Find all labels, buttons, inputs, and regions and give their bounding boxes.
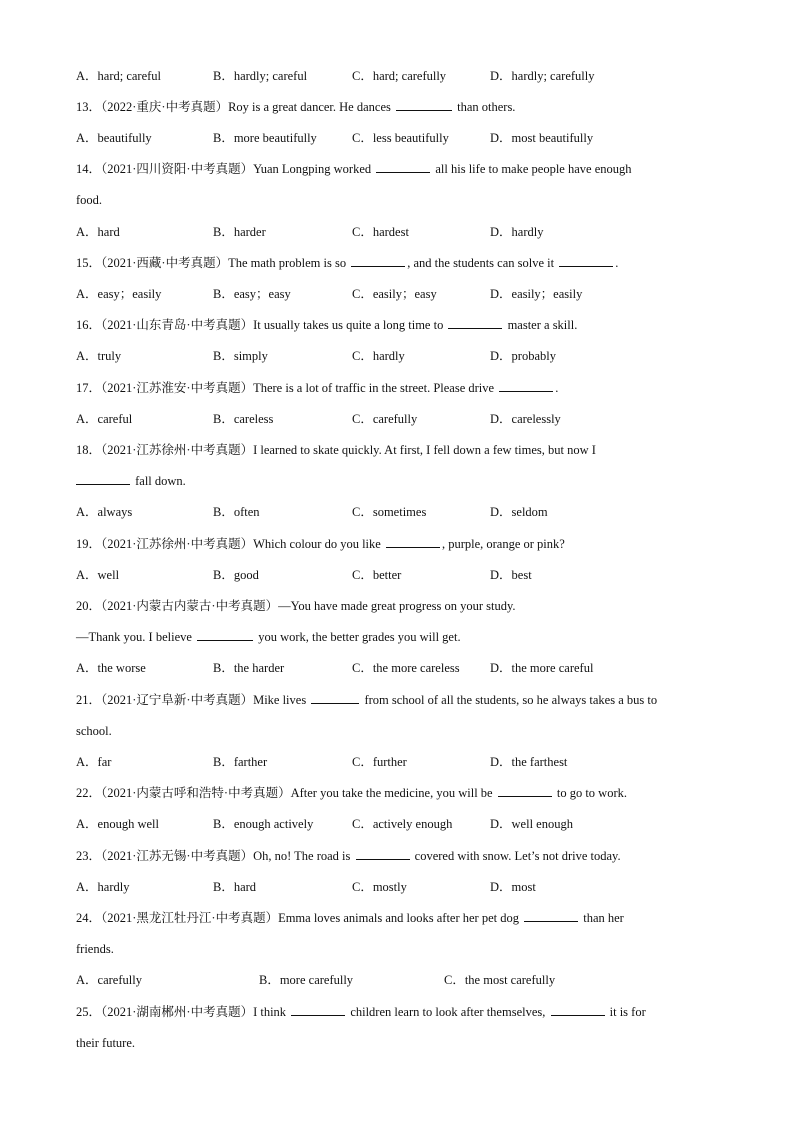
answer-blank[interactable] [498, 785, 552, 797]
q16-stem: 16．（2021·山东青岛·中考真题）It usually takes us quite a long time to master a skill. [76, 318, 578, 332]
q24-stem-cont: friends. [76, 942, 114, 956]
answer-blank[interactable] [551, 1004, 605, 1016]
answer-blank[interactable] [356, 848, 410, 860]
answer-blank[interactable] [197, 629, 253, 641]
q22-option-b: B．enough actively [213, 817, 314, 831]
q21-stem-cont: school. [76, 724, 112, 738]
q17-option-a: A．careful [76, 412, 133, 426]
q14-option-a: A．hard [76, 225, 120, 239]
q21-stem: 21．（2021·辽宁阜新·中考真题）Mike lives from school of all the students, so he always takes a bus to [76, 693, 658, 707]
q24-option-c: C．the most carefully [444, 973, 556, 987]
q17-stem: 17．（2021·江苏淮安·中考真题）There is a lot of traffic in the street. Please drive . [76, 381, 559, 395]
q14-option-c: C．hardest [352, 225, 409, 239]
q12-option-b: B．hardly; careful [213, 69, 308, 83]
q19-option-d: D．best [490, 568, 532, 582]
q15-option-c: C．easily；easy [352, 287, 437, 301]
q15-option-d: D．easily；easily [490, 287, 583, 301]
q20-option-d: D．the more careful [490, 661, 594, 675]
q24-stem: 24．（2021·黑龙江牡丹江·中考真题）Emma loves animals and looks after her pet dog than her [76, 911, 624, 925]
q13-option-a: A．beautifully [76, 131, 152, 145]
q14-option-d: D．hardly [490, 225, 544, 239]
q15-option-b: B．easy；easy [213, 287, 291, 301]
q13-option-d: D．most beautifully [490, 131, 594, 145]
q25-stem-cont: their future. [76, 1036, 136, 1050]
q23-stem: 23．（2021·江苏无锡·中考真题）Oh, no! The road is covered with snow. Let’s not drive today. [76, 849, 621, 863]
q23-option-d: D．most [490, 880, 536, 894]
q13-option-b: B．more beautifully [213, 131, 317, 145]
q22-option-a: A．enough well [76, 817, 159, 831]
answer-blank[interactable] [311, 692, 359, 704]
q16-option-b: B．simply [213, 349, 268, 363]
q18-option-d: D．seldom [490, 505, 548, 519]
answer-blank[interactable] [396, 99, 452, 111]
q16-option-c: C．hardly [352, 349, 405, 363]
q18-option-b: B．often [213, 505, 260, 519]
q23-option-b: B．hard [213, 880, 257, 894]
q18-option-c: C．sometimes [352, 505, 427, 519]
answer-blank[interactable] [291, 1004, 345, 1016]
q13-stem: 13．（2022·重庆·中考真题）Roy is a great dancer. He dances than others. [76, 100, 516, 114]
q12-option-a: A．hard; careful [76, 69, 162, 83]
q19-option-b: B．good [213, 568, 259, 582]
q18-stem-cont: fall down. [76, 473, 186, 489]
q20-stem-cont: —Thank you. I believe you work, the better grades you will get. [76, 630, 461, 644]
q15-option-a: A．easy；easily [76, 287, 162, 301]
q12-option-c: C．hard; carefully [352, 69, 447, 83]
q24-option-a: A．carefully [76, 973, 142, 987]
q20-option-b: B．the harder [213, 661, 285, 675]
q21-option-a: A．far [76, 755, 112, 769]
answer-blank[interactable] [376, 161, 430, 173]
q20-option-a: A．the worse [76, 661, 146, 675]
q25-stem: 25．（2021·湖南郴州·中考真题）I think children learn to look after themselves, it is for [76, 1005, 646, 1019]
q19-option-c: C．better [352, 568, 402, 582]
q18-option-a: A．always [76, 505, 133, 519]
q23-option-c: C．mostly [352, 880, 407, 894]
answer-blank[interactable] [499, 380, 553, 392]
q15-stem: 15．（2021·西藏·中考真题）The math problem is so , and the students can solve it . [76, 256, 619, 270]
answer-blank[interactable] [386, 536, 440, 548]
answer-blank[interactable] [524, 910, 578, 922]
q14-stem-cont: food. [76, 193, 103, 207]
q16-option-d: D．probably [490, 349, 556, 363]
q21-option-b: B．farther [213, 755, 268, 769]
q24-option-b: B．more carefully [259, 973, 354, 987]
q17-option-b: B．careless [213, 412, 274, 426]
q22-option-c: C．actively enough [352, 817, 453, 831]
answer-blank[interactable] [351, 255, 405, 267]
q18-stem: 18．（2021·江苏徐州·中考真题）I learned to skate quickly. At first, I fell down a few times, but now I [76, 443, 596, 457]
q14-option-b: B．harder [213, 225, 266, 239]
q14-stem: 14．（2021·四川资阳·中考真题）Yuan Longping worked all his life to make people have enough [76, 162, 632, 176]
q23-option-a: A．hardly [76, 880, 130, 894]
q21-option-c: C．further [352, 755, 407, 769]
q21-option-d: D．the farthest [490, 755, 568, 769]
q20-option-c: C．the more careless [352, 661, 460, 675]
q16-option-a: A．truly [76, 349, 122, 363]
q13-option-c: C．less beautifully [352, 131, 449, 145]
answer-blank[interactable] [559, 255, 613, 267]
q19-option-a: A．well [76, 568, 120, 582]
q19-stem: 19．（2021·江苏徐州·中考真题）Which colour do you like , purple, orange or pink? [76, 537, 565, 551]
q22-stem: 22．（2021·内蒙古呼和浩特·中考真题）After you take the medicine, you will be to go to work. [76, 786, 627, 800]
answer-blank[interactable] [76, 473, 130, 485]
q17-option-c: C．carefully [352, 412, 418, 426]
answer-blank[interactable] [448, 317, 502, 329]
q17-option-d: D．carelessly [490, 412, 561, 426]
q22-option-d: D．well enough [490, 817, 573, 831]
q20-stem: 20．（2021·内蒙古内蒙古·中考真题）—You have made great progress on your study. [76, 599, 516, 613]
q12-option-d: D．hardly; carefully [490, 69, 595, 83]
